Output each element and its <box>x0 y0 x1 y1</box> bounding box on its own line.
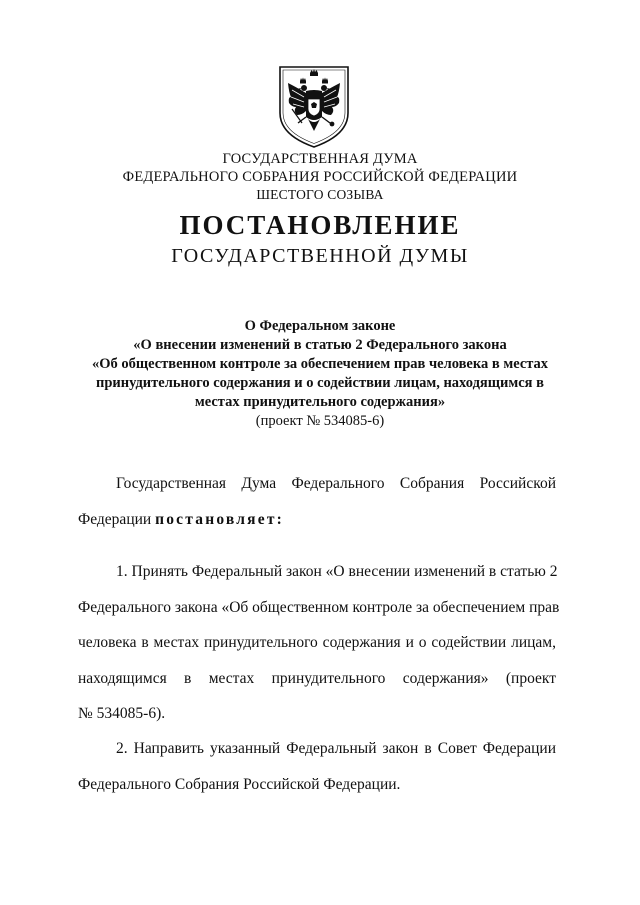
item-2-line-1: 2. Направить указанный Федеральный закон в Совет Федерации <box>116 740 556 757</box>
item-1-line-4: находящимся в местах принудительного содержания» (проект <box>78 669 556 687</box>
preamble-line-2 <box>78 502 556 538</box>
subject-line-1: О Федеральном законе <box>244 318 396 334</box>
item-1-line-1: 1. Принять Федеральный закон «О внесении изменений в статью 2 <box>116 563 558 580</box>
subject-line-2: «О внесении изменений в статью 2 Федерального закона <box>133 337 507 353</box>
institution-header <box>0 150 640 204</box>
coat-of-arms-icon <box>276 63 352 149</box>
document-subject <box>0 317 640 431</box>
item-2-paragraph <box>78 731 556 802</box>
document-subtitle: ГОСУДАРСТВЕННОЙ ДУМЫ <box>171 245 469 267</box>
preamble-paragraph <box>78 466 556 537</box>
subject-line-4: принудительного содержания и о содействии лицам, находящимся в <box>96 375 544 391</box>
item-1-line-5: № 534085-6). <box>78 705 166 722</box>
header-line-duma: ГОСУДАРСТВЕННАЯ ДУМА <box>222 151 418 167</box>
header-line-assembly: ФЕДЕРАЛЬНОГО СОБРАНИЯ РОССИЙСКОЙ ФЕДЕРАЦИИ <box>122 169 518 185</box>
preamble-resolves-word: постановляет: <box>155 510 284 528</box>
item-2-line-2: Федерального Собрания Российской Федерации. <box>78 775 401 793</box>
preamble-line-2-start: Федерации <box>78 510 156 528</box>
document-type <box>0 208 640 270</box>
subject-line-3: «Об общественном контроле за обеспечением прав человека в местах <box>91 356 549 372</box>
preamble-line-1: Государственная Дума Федерального Собрания Российской <box>116 475 556 492</box>
document-title: ПОСТАНОВЛЕНИЕ <box>179 210 461 240</box>
subject-line-5: местах принудительного содержания» <box>194 394 446 410</box>
item-1-line-3: человека в местах принудительного содержания и о содействии лицам, <box>78 634 556 651</box>
item-1-paragraph <box>78 554 560 732</box>
item-1-line-2: Федерального закона «Об общественном контроле за обеспечением прав <box>78 598 560 616</box>
header-line-convocation: ШЕСТОГО СОЗЫВА <box>256 187 384 202</box>
subject-project-number: (проект № 534085-6) <box>255 413 385 429</box>
